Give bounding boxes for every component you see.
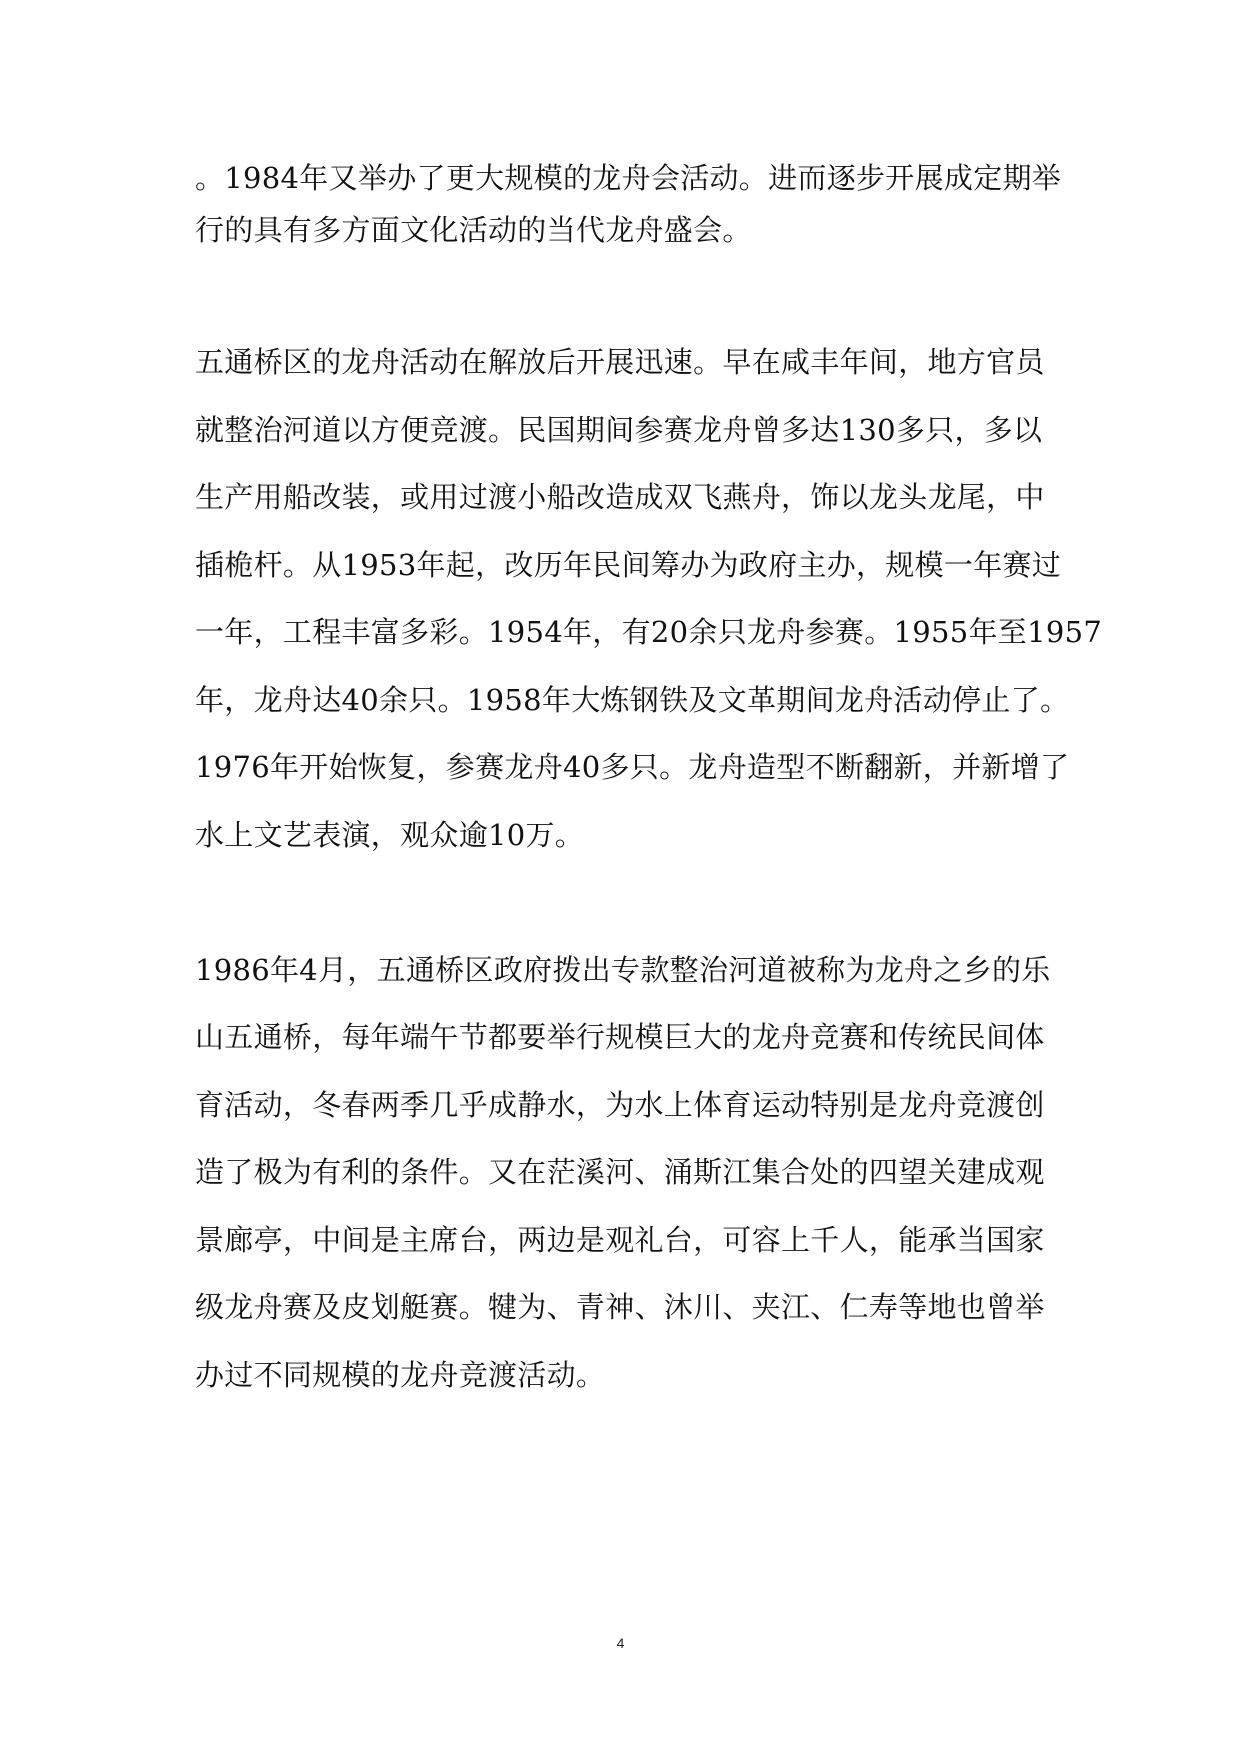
page-number: 4 [616,1635,625,1651]
paragraph-2-line-1: 五通桥区的龙舟活动在解放后开展迅速。早在咸丰年间，地方官员 [195,345,1045,379]
paragraph-1-line-2: 行的具有多方面文化活动的当代龙舟盛会。 [195,213,752,247]
paragraph-3-line-2: 山五通桥，每年端午节都要举行规模巨大的龙舟竞赛和传统民间体 [195,1020,1045,1054]
paragraph-3-line-3: 育活动，冬春两季几乎成静水，为水上体育运动特别是龙舟竞渡创 [195,1088,1045,1122]
paragraph-2-line-5: 一年，工程丰富多彩。1954年，有20余只龙舟参赛。1955年至1957 [195,615,1103,649]
paragraph-3-line-7: 办过不同规模的龙舟竞渡活动。 [195,1358,606,1392]
paragraph-2-line-3: 生产用船改装，或用过渡小船改造成双飞燕舟，饰以龙头龙尾，中 [195,480,1045,514]
paragraph-2-line-6: 年，龙舟达40余只。1958年大炼钢铁及文革期间龙舟活动停止了。 [195,683,1070,717]
paragraph-1-line-1: 。1984年又举办了更大规模的龙舟会活动。进而逐步开展成定期举 [195,161,1062,195]
paragraph-2-line-7: 1976年开始恢复，参赛龙舟40多只。龙舟造型不断翻新，并新增了 [195,750,1070,784]
paragraph-3-line-6: 级龙舟赛及皮划艇赛。犍为、青神、沐川、夹江、仁寿等地也曾举 [195,1290,1045,1324]
paragraph-2-line-4: 插桅杆。从1953年起，改历年民间筹办为政府主办，规模一年赛过 [195,548,1062,582]
paragraph-2-line-2: 就整治河道以方便竞渡。民国期间参赛龙舟曾多达130多只，多以 [195,413,1043,447]
paragraph-3-line-1: 1986年4月，五通桥区政府拨出专款整治河道被称为龙舟之乡的乐 [195,953,1051,987]
paragraph-2-line-8: 水上文艺表演，观众逾10万。 [195,818,585,852]
paragraph-3-line-5: 景廊亭，中间是主席台，两边是观礼台，可容上千人，能承当国家 [195,1223,1045,1257]
paragraph-3-line-4: 造了极为有利的条件。又在茫溪河、涌斯江集合处的四望关建成观 [195,1155,1045,1189]
